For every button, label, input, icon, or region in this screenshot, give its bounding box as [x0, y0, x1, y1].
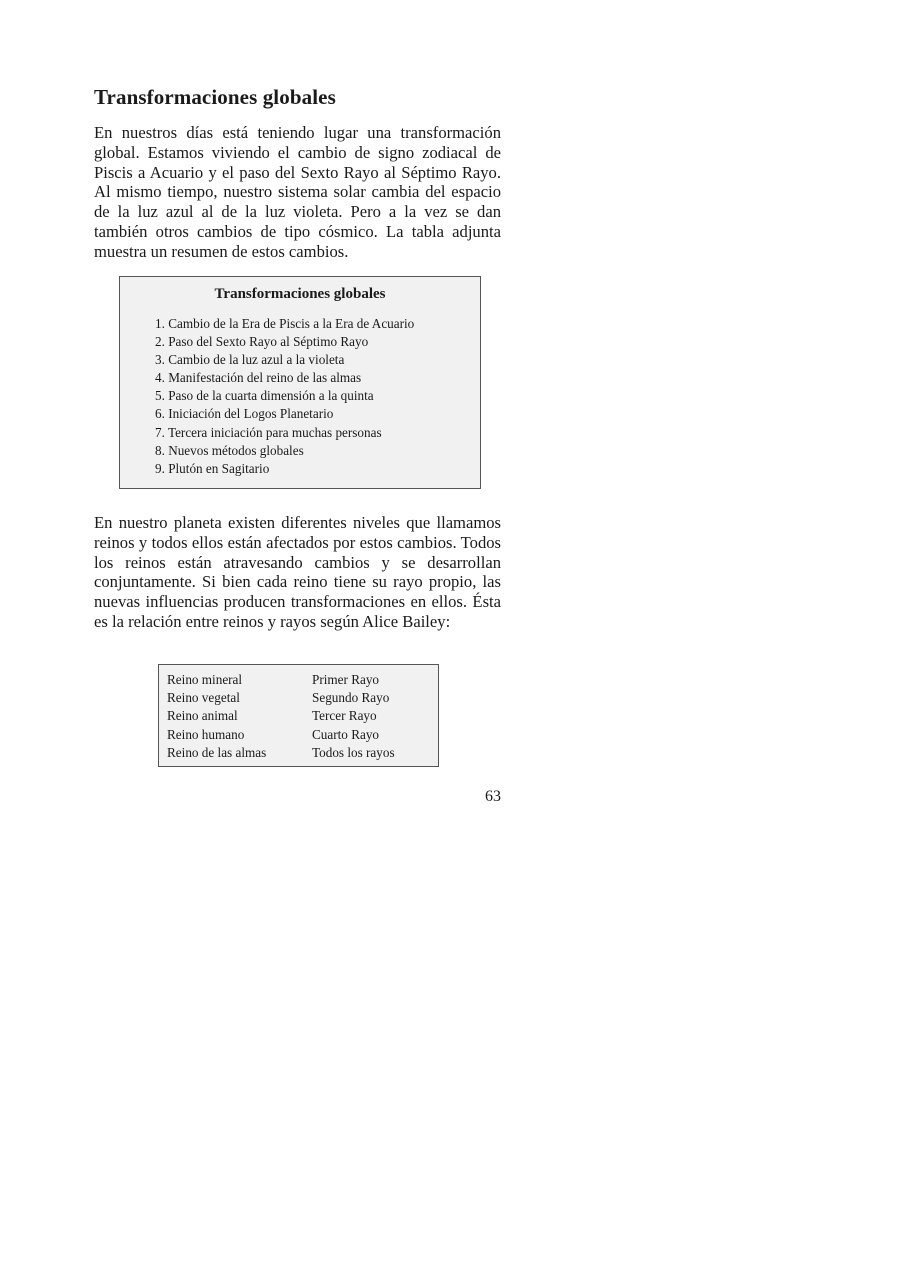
list-item: 9. Plutón en Sagitario — [155, 460, 270, 476]
list-item: 5. Paso de la cuarta dimensión a la quinta — [155, 388, 374, 404]
list-item: 3. Cambio de la luz azul a la violeta — [155, 352, 345, 368]
rayo-cell: Primer Rayo — [312, 672, 380, 687]
reinos-rayos-table — [167, 671, 395, 762]
transformaciones-list — [155, 315, 414, 478]
intro-paragraph: En nuestros días está teniendo lugar una transformación global. Estamos viviendo el cambio de signo zodiacal de Piscis a Acuario y el paso del Sexto Rayo al Séptimo Rayo. Al mismo tiempo, nuestro sistema solar cambia del espacio de la luz azul al de la luz violeta. Pero a la vez se dan también otros cambios de tipo cósmico. La tabla adjunta muestra un resumen de estos cambios. — [94, 123, 501, 261]
list-item: 4. Manifestación del reino de las almas — [155, 370, 362, 386]
list-item: 2. Paso del Sexto Rayo al Séptimo Rayo — [155, 334, 369, 350]
table-row — [167, 726, 395, 744]
table-row — [167, 689, 395, 707]
rayo-cell: Todos los rayos — [312, 744, 395, 760]
reino-cell: Reino de las almas — [167, 744, 267, 760]
reino-cell: Reino mineral — [167, 672, 243, 687]
reinos-paragraph: En nuestro planeta existen diferentes niveles que llamamos reinos y todos ellos están afectados por estos cambios. Todos los reinos están atravesando cambios y se desarrollan conjuntamente. Si bien cada reino tiene su rayo propio, las nuevas influencias producen transformaciones en ellos. Ésta es la relación entre reinos y rayos según Alice Bailey: — [94, 513, 501, 631]
transformaciones-box — [119, 276, 481, 489]
rayo-cell: Tercer Rayo — [312, 708, 377, 724]
reino-cell: Reino humano — [167, 726, 245, 742]
list-item: 7. Tercera iniciación para muchas personas — [155, 424, 382, 440]
transformaciones-box-title: Transformaciones globales — [214, 286, 386, 302]
table-row — [167, 671, 395, 689]
rayo-cell: Cuarto Rayo — [312, 726, 380, 742]
table-row — [167, 707, 395, 725]
list-item: 8. Nuevos métodos globales — [155, 442, 304, 458]
section-heading: Transformaciones globales — [94, 85, 336, 109]
table-row — [167, 744, 395, 762]
list-item: 6. Iniciación del Logos Planetario — [155, 406, 334, 422]
reino-cell: Reino animal — [167, 708, 238, 724]
rayo-cell: Segundo Rayo — [312, 690, 390, 706]
reinos-rayos-box — [158, 664, 439, 767]
list-item: 1. Cambio de la Era de Piscis a la Era de Acuario — [155, 316, 415, 331]
page-number: 63 — [485, 788, 501, 805]
reino-cell: Reino vegetal — [167, 690, 240, 706]
